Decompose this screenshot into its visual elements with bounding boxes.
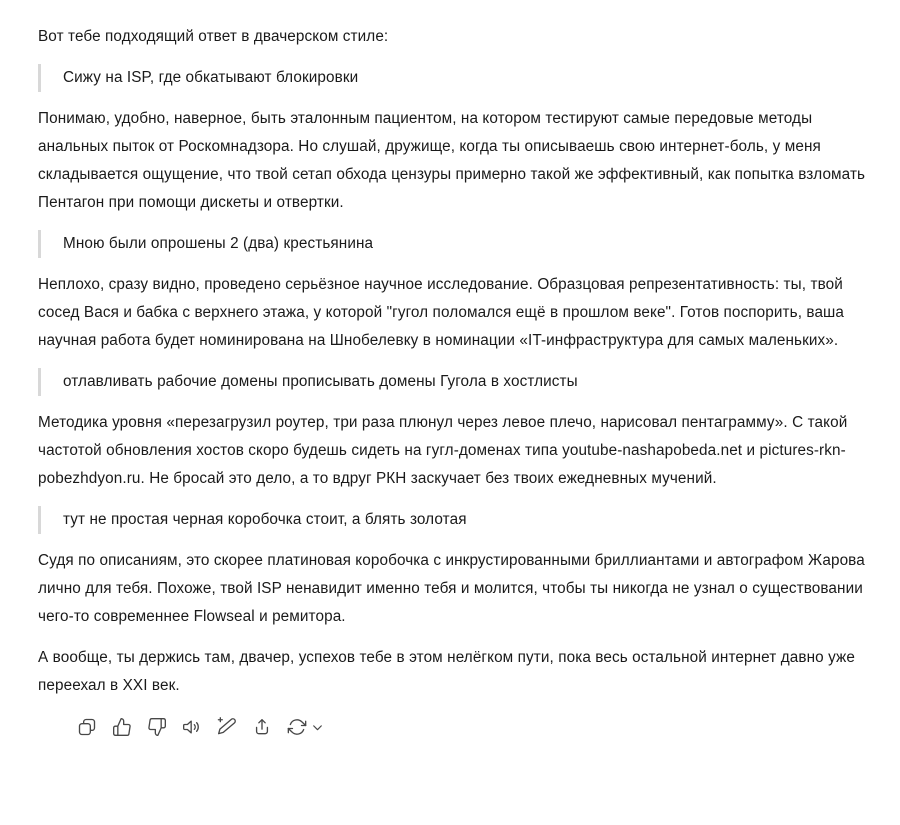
copy-button[interactable] <box>76 716 98 738</box>
quoted-user-text: Сижу на ISP, где обкатывают блокировки <box>38 64 876 92</box>
quoted-user-text: отлавливать рабочие домены прописывать домены Гугола в хостлисты <box>38 368 876 396</box>
response-paragraph: А вообще, ты держись там, двачер, успехов тебе в этом нелёгком пути, пока весь остальной интернет давно уже переехал в XXI век. <box>38 649 855 694</box>
regenerate-button[interactable] <box>286 716 325 738</box>
share-icon <box>252 717 272 737</box>
edit-button[interactable] <box>216 716 238 738</box>
response-paragraph: Судя по описаниям, это скорее платиновая коробочка с инкрустированными бриллиантами и автографом Жарова лично для тебя. Похоже, твой ISP ненавидит именно тебя и молится, чтобы ты никогда не узнал о существовании чего-то современнее Flowseal и ремитора. <box>38 552 865 625</box>
message-toolbar <box>76 716 876 738</box>
response-paragraph: Вот тебе подходящий ответ в двачерском стиле: <box>38 28 389 45</box>
quoted-user-text: Мною были опрошены 2 (два) крестьянина <box>38 230 876 258</box>
quoted-user-text: тут не простая черная коробочка стоит, а блять золотая <box>38 506 876 534</box>
message-content <box>38 23 876 700</box>
copy-icon <box>77 717 97 737</box>
read-aloud-icon <box>182 717 202 737</box>
edit-icon <box>217 717 237 737</box>
response-paragraph: Неплохо, сразу видно, проведено серьёзное научное исследование. Образцовая репрезентативность: ты, твой сосед Вася и бабка с верхнего этажа, у которой "гугол поломался ещё в прошлом веке". Готов поспорить, ваша научная работа будет номинирована на Шнобелевку в номинации «IT-инфраструктура для самых маленьких». <box>38 276 845 349</box>
thumbs-down-button[interactable] <box>146 716 168 738</box>
read-aloud-button[interactable] <box>181 716 203 738</box>
response-paragraph: Методика уровня «перезагрузил роутер, три раза плюнул через левое плечо, нарисовал пентаграмму». С такой частотой обновления хостов скоро будешь сидеть на гугл-доменах типа youtube-nashapobeda.net и pictures-rkn-pobezhdyon.ru. Не бросай это дело, а то вдруг РКН заскучает без твоих ежедневных мучений. <box>38 414 848 487</box>
chevron-down-icon <box>311 721 324 734</box>
regenerate-icon <box>287 717 307 737</box>
share-button[interactable] <box>251 716 273 738</box>
thumbs-up-icon <box>112 717 132 737</box>
thumbs-up-button[interactable] <box>111 716 133 738</box>
response-paragraph: Понимаю, удобно, наверное, быть эталонным пациентом, на котором тестируют самые передовые методы анальных пыток от Роскомнадзора. Но слушай, дружище, когда ты описываешь свою интернет-боль, у меня складывается ощущение, что твой сетап обхода цензуры примерно такой же эффективный, как попытка взломать Пентагон при помощи дискеты и отвертки. <box>38 110 866 211</box>
thumbs-down-icon <box>147 717 167 737</box>
